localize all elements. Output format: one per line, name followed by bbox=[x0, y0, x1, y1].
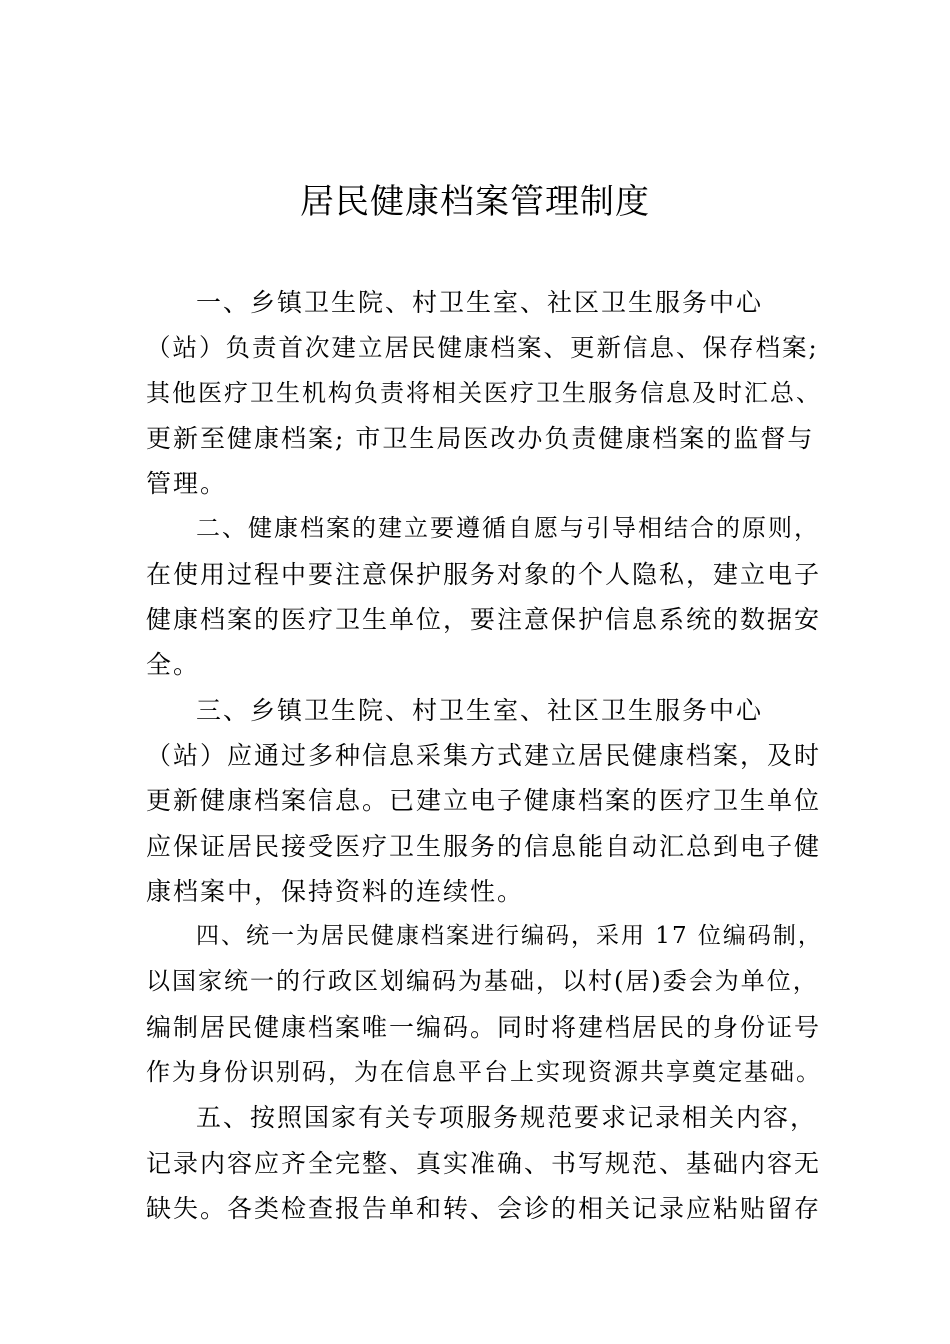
paragraph-line: 康档案中，保持资料的连续性。 bbox=[146, 876, 525, 906]
paragraph-line: 作为身份识别码，为在信息平台上实现资源共享奠定基础。 bbox=[146, 1058, 822, 1087]
paragraph-line: 健康档案的医疗卫生单位，要注意保护信息系统的数据安 bbox=[146, 605, 822, 635]
paragraph-line: 应保证居民接受医疗卫生服务的信息能自动汇总到电子健 bbox=[146, 831, 822, 861]
document-title: 居民健康档案管理制度 bbox=[300, 182, 650, 222]
paragraph-line: （站）应通过多种信息采集方式建立居民健康档案，及时 bbox=[146, 740, 822, 770]
paragraph-line: 记录内容应齐全完整、真实准确、书写规范、基础内容无 bbox=[146, 1148, 822, 1178]
paragraph-line: 管理。 bbox=[146, 469, 228, 499]
paragraph-line: 编制居民健康档案唯一编码。同时将建档居民的身份证号 bbox=[146, 1012, 822, 1042]
paragraph-first-line: 一、乡镇卫生院、村卫生室、社区卫生服务中心 bbox=[196, 288, 764, 317]
paragraph-line: 更新健康档案信息。已建立电子健康档案的医疗卫生单位 bbox=[146, 786, 822, 816]
paragraph-first-line: 二、健康档案的建立要遵循自愿与引导相结合的原则， bbox=[196, 514, 820, 543]
paragraph-line: 其他医疗卫生机构负责将相关医疗卫生服务信息及时汇总、 bbox=[146, 378, 822, 407]
paragraph-line: 在使用过程中要注意保护服务对象的个人隐私，建立电子 bbox=[146, 559, 822, 589]
paragraph-line: 更新至健康档案; 市卫生局医改办负责健康档案的监督与 bbox=[146, 423, 815, 453]
paragraph-line: 缺失。各类检查报告单和转、会诊的相关记录应粘贴留存 bbox=[146, 1193, 822, 1223]
paragraph-first-line: 五、按照国家有关专项服务规范要求记录相关内容， bbox=[196, 1103, 818, 1133]
paragraph-first-line: 三、乡镇卫生院、村卫生室、社区卫生服务中心 bbox=[196, 695, 764, 725]
document-body bbox=[146, 280, 826, 1231]
paragraph-line: 以国家统一的行政区划编码为基础，以村(居)委会为单位， bbox=[146, 967, 819, 996]
paragraph-line: 全。 bbox=[146, 650, 201, 680]
paragraph-first-line: 四、统一为居民健康档案进行编码，采用 17 位编码制， bbox=[196, 923, 823, 950]
paragraph-line: （站）负责首次建立居民健康档案、更新信息、保存档案; bbox=[146, 333, 819, 363]
